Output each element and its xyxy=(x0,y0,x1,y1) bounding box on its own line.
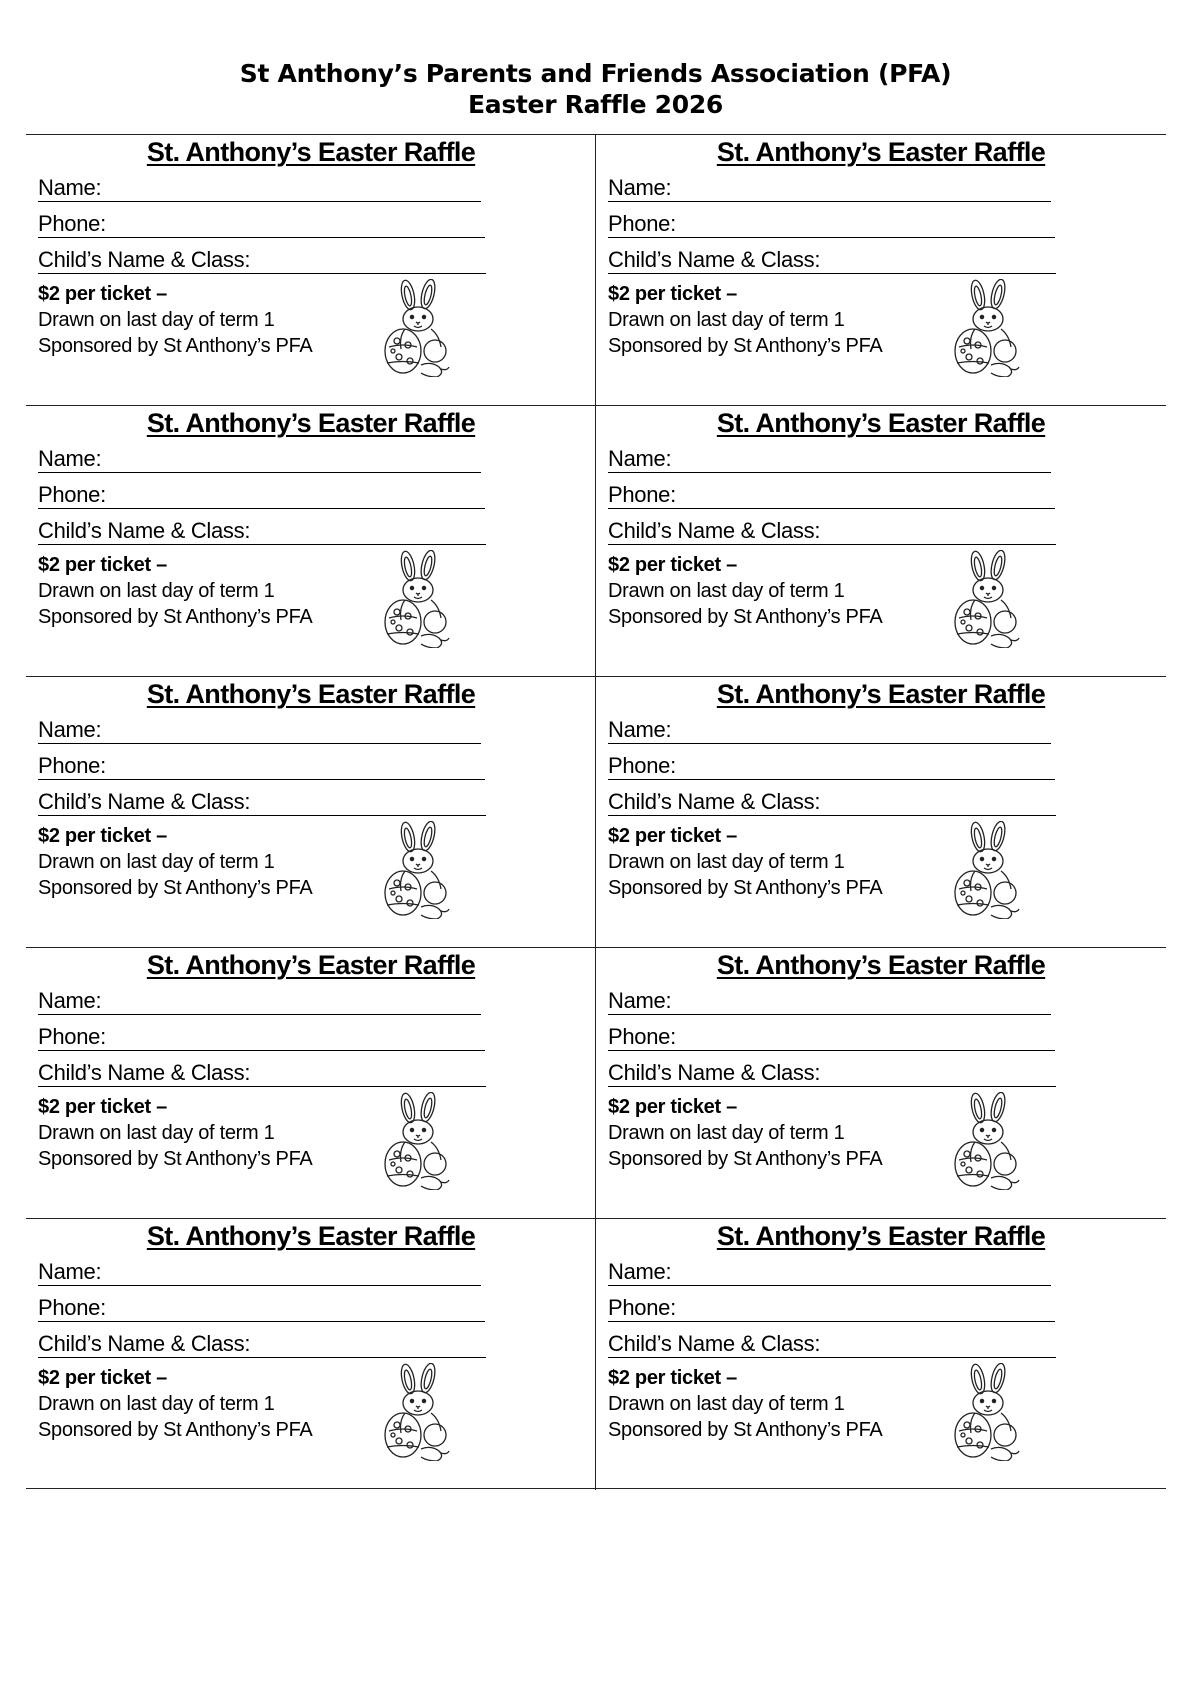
name-field[interactable]: Name: xyxy=(38,1259,481,1286)
child-name-class-field[interactable]: Child’s Name & Class: xyxy=(38,247,486,274)
name-field[interactable]: Name: xyxy=(38,175,481,202)
raffle-ticket xyxy=(596,948,1166,1219)
ticket-price: $2 per ticket – xyxy=(608,554,737,576)
association-title: St Anthony’s Parents and Friends Association (PFA) xyxy=(239,59,952,88)
ticket-grid xyxy=(26,134,1166,1489)
phone-field[interactable]: Phone: xyxy=(38,211,485,238)
phone-field[interactable]: Phone: xyxy=(608,1024,1055,1051)
easter-bunny-icon xyxy=(951,550,1026,648)
easter-bunny-icon xyxy=(951,279,1026,377)
raffle-year-title: Easter Raffle 2026 xyxy=(467,90,724,119)
sponsor-text: Sponsored by St Anthony’s PFA xyxy=(608,335,883,357)
sponsor-text: Sponsored by St Anthony’s PFA xyxy=(38,877,313,899)
draw-date: Drawn on last day of term 1 xyxy=(608,580,845,602)
ticket-title: St. Anthony’s Easter Raffle xyxy=(146,1221,476,1251)
draw-date: Drawn on last day of term 1 xyxy=(38,1122,275,1144)
draw-date: Drawn on last day of term 1 xyxy=(608,1393,845,1415)
draw-date: Drawn on last day of term 1 xyxy=(608,1122,845,1144)
name-field[interactable]: Name: xyxy=(38,988,481,1015)
ticket-title: St. Anthony’s Easter Raffle xyxy=(716,408,1046,438)
phone-field[interactable]: Phone: xyxy=(608,1295,1055,1322)
child-name-class-field[interactable]: Child’s Name & Class: xyxy=(38,1060,486,1087)
child-name-class-field[interactable]: Child’s Name & Class: xyxy=(38,1331,486,1358)
draw-date: Drawn on last day of term 1 xyxy=(38,1393,275,1415)
sponsor-text: Sponsored by St Anthony’s PFA xyxy=(608,1148,883,1170)
easter-bunny-icon xyxy=(381,279,456,377)
raffle-ticket xyxy=(26,135,596,406)
easter-bunny-icon xyxy=(381,550,456,648)
name-field[interactable]: Name: xyxy=(608,446,1051,473)
phone-field[interactable]: Phone: xyxy=(608,753,1055,780)
raffle-ticket xyxy=(596,1219,1166,1490)
easter-bunny-icon xyxy=(381,1363,456,1461)
easter-bunny-icon xyxy=(381,821,456,919)
ticket-title: St. Anthony’s Easter Raffle xyxy=(716,950,1046,980)
raffle-ticket xyxy=(596,135,1166,406)
child-name-class-field[interactable]: Child’s Name & Class: xyxy=(38,789,486,816)
ticket-title: St. Anthony’s Easter Raffle xyxy=(716,1221,1046,1251)
phone-field[interactable]: Phone: xyxy=(38,753,485,780)
easter-bunny-icon xyxy=(951,821,1026,919)
ticket-info xyxy=(608,552,882,630)
phone-field[interactable]: Phone: xyxy=(608,211,1055,238)
raffle-ticket xyxy=(26,406,596,677)
ticket-info xyxy=(608,1365,882,1443)
ticket-price: $2 per ticket – xyxy=(38,1096,167,1118)
ticket-price: $2 per ticket – xyxy=(608,825,737,847)
sponsor-text: Sponsored by St Anthony’s PFA xyxy=(38,1148,313,1170)
name-field[interactable]: Name: xyxy=(608,988,1051,1015)
ticket-info xyxy=(38,1365,312,1443)
ticket-info xyxy=(608,1094,882,1172)
ticket-price: $2 per ticket – xyxy=(38,554,167,576)
name-field[interactable]: Name: xyxy=(608,1259,1051,1286)
ticket-title: St. Anthony’s Easter Raffle xyxy=(716,679,1046,709)
child-name-class-field[interactable]: Child’s Name & Class: xyxy=(608,789,1056,816)
raffle-ticket xyxy=(26,1219,596,1490)
ticket-info xyxy=(38,552,312,630)
ticket-price: $2 per ticket – xyxy=(608,283,737,305)
phone-field[interactable]: Phone: xyxy=(608,482,1055,509)
draw-date: Drawn on last day of term 1 xyxy=(608,851,845,873)
ticket-price: $2 per ticket – xyxy=(38,825,167,847)
sponsor-text: Sponsored by St Anthony’s PFA xyxy=(608,606,883,628)
ticket-info xyxy=(38,281,312,359)
name-field[interactable]: Name: xyxy=(38,446,481,473)
ticket-title: St. Anthony’s Easter Raffle xyxy=(716,137,1046,167)
raffle-ticket xyxy=(26,948,596,1219)
raffle-ticket xyxy=(596,677,1166,948)
ticket-price: $2 per ticket – xyxy=(38,1367,167,1389)
ticket-title: St. Anthony’s Easter Raffle xyxy=(146,950,476,980)
raffle-ticket xyxy=(26,677,596,948)
ticket-info xyxy=(38,1094,312,1172)
child-name-class-field[interactable]: Child’s Name & Class: xyxy=(608,247,1056,274)
easter-bunny-icon xyxy=(381,1092,456,1190)
child-name-class-field[interactable]: Child’s Name & Class: xyxy=(608,1060,1056,1087)
ticket-info xyxy=(608,281,882,359)
sponsor-text: Sponsored by St Anthony’s PFA xyxy=(38,606,313,628)
sponsor-text: Sponsored by St Anthony’s PFA xyxy=(38,1419,313,1441)
ticket-title: St. Anthony’s Easter Raffle xyxy=(146,679,476,709)
raffle-ticket xyxy=(596,406,1166,677)
easter-bunny-icon xyxy=(951,1092,1026,1190)
name-field[interactable]: Name: xyxy=(608,175,1051,202)
sponsor-text: Sponsored by St Anthony’s PFA xyxy=(608,877,883,899)
draw-date: Drawn on last day of term 1 xyxy=(38,851,275,873)
ticket-price: $2 per ticket – xyxy=(38,283,167,305)
page-header xyxy=(0,58,1191,120)
sponsor-text: Sponsored by St Anthony’s PFA xyxy=(38,335,313,357)
draw-date: Drawn on last day of term 1 xyxy=(38,309,275,331)
ticket-title: St. Anthony’s Easter Raffle xyxy=(146,137,476,167)
phone-field[interactable]: Phone: xyxy=(38,482,485,509)
sponsor-text: Sponsored by St Anthony’s PFA xyxy=(608,1419,883,1441)
ticket-price: $2 per ticket – xyxy=(608,1096,737,1118)
draw-date: Drawn on last day of term 1 xyxy=(608,309,845,331)
child-name-class-field[interactable]: Child’s Name & Class: xyxy=(38,518,486,545)
ticket-info xyxy=(608,823,882,901)
name-field[interactable]: Name: xyxy=(38,717,481,744)
ticket-info xyxy=(38,823,312,901)
phone-field[interactable]: Phone: xyxy=(38,1024,485,1051)
ticket-price: $2 per ticket – xyxy=(608,1367,737,1389)
draw-date: Drawn on last day of term 1 xyxy=(38,580,275,602)
child-name-class-field[interactable]: Child’s Name & Class: xyxy=(608,518,1056,545)
child-name-class-field[interactable]: Child’s Name & Class: xyxy=(608,1331,1056,1358)
ticket-title: St. Anthony’s Easter Raffle xyxy=(146,408,476,438)
phone-field[interactable]: Phone: xyxy=(38,1295,485,1322)
easter-bunny-icon xyxy=(951,1363,1026,1461)
name-field[interactable]: Name: xyxy=(608,717,1051,744)
